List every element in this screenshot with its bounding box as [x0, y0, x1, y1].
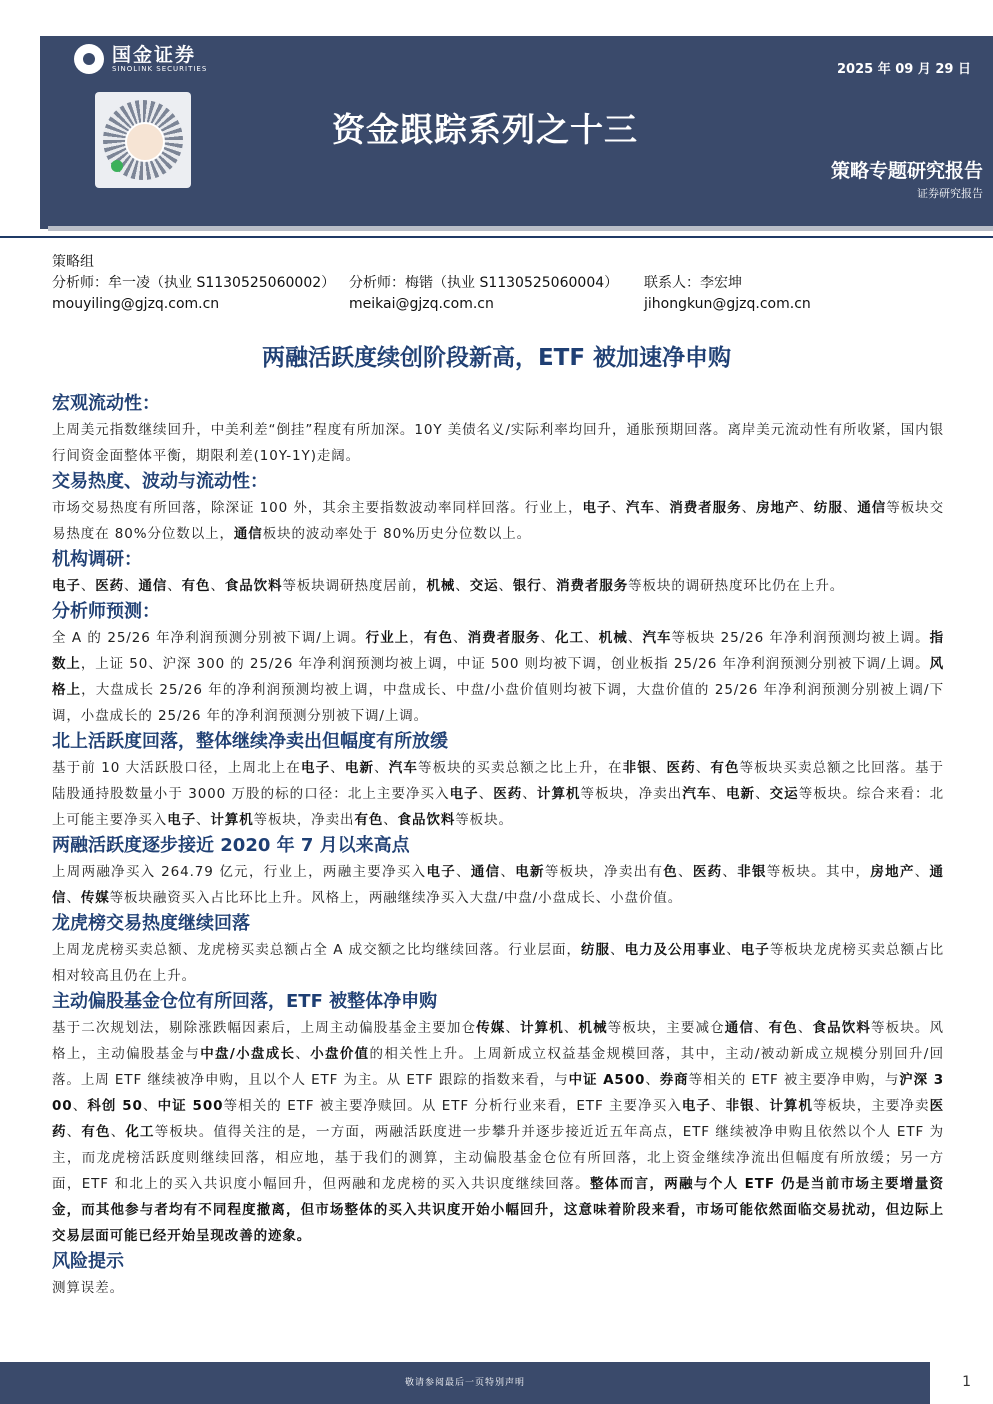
- body-text: 、: [741, 500, 757, 516]
- logo-name-cn: 国金证券: [112, 43, 197, 66]
- body-text: 等板块，主要减仓: [607, 1020, 725, 1036]
- emphasis-text: 汽车: [682, 786, 712, 802]
- emphasis-text: 小盘价值: [310, 1046, 370, 1062]
- body-text: 上周龙虎榜买卖总额、龙虎榜买卖总额占全 A 成交额之比均继续回落。行业层面，: [52, 942, 582, 958]
- emphasis-text: 交运: [469, 578, 499, 594]
- emphasis-text: 非银: [622, 760, 652, 776]
- body-text: 、: [611, 500, 626, 516]
- email-1[interactable]: mouyiling@gjzq.com.cn: [52, 296, 220, 312]
- body-text: 、: [498, 578, 513, 594]
- body-text: 等板块的买卖总额之比上升，在: [417, 760, 623, 776]
- body-text: 、: [754, 1020, 769, 1036]
- emphasis-text: 电子: [681, 1098, 711, 1114]
- mini-program-icon: [111, 160, 123, 172]
- body-text: 基于二次规划法，剔除涨跌幅因素后，上周主动偏股基金主要加仓: [52, 1020, 477, 1036]
- body-text: 、: [110, 1124, 126, 1140]
- emphasis-text: 医药: [666, 760, 696, 776]
- body-text: 等板块龙虎榜买卖总额占比相对较高且仍在上升。: [52, 942, 944, 984]
- body-text: 、: [711, 786, 726, 802]
- body-text: 、: [505, 1020, 520, 1036]
- section-title-northbound: 北上活跃度回落，整体继续净卖出但幅度有所放缓: [52, 731, 448, 752]
- analyst-1: 分析师：牟一凌（执业 S1130525060002）: [52, 275, 336, 291]
- emphasis-text: 沪深 300: [52, 1072, 944, 1114]
- body-text: 、: [799, 500, 814, 516]
- body-text: 等板块融资买入占比环比上升。风格上，两融继续净买入大盘/中盘/小盘成长、小盘价值。: [109, 890, 683, 906]
- emphasis-text: 有色: [354, 812, 384, 828]
- emphasis-text: 纺服: [813, 500, 843, 516]
- emphasis-text: 非银: [737, 864, 767, 880]
- emphasis-text: 交运: [769, 786, 799, 802]
- body-text: 、: [726, 942, 741, 958]
- section-body-funds-etf: [52, 1015, 944, 1249]
- emphasis-text: 电子: [449, 786, 479, 802]
- section-title-analyst-forecast: 分析师预测：: [52, 601, 160, 622]
- logo-name-en: SINOLINK SECURITIES: [112, 64, 208, 73]
- emphasis-text: 指数上: [52, 630, 945, 672]
- body-text: 、: [654, 500, 670, 516]
- emphasis-text: 计算机: [769, 1098, 814, 1114]
- body-text: 、: [72, 1098, 88, 1114]
- email-2[interactable]: meikai@gjzq.com.cn: [349, 296, 494, 312]
- group-name: 策略组: [52, 254, 94, 270]
- emphasis-text: 医药: [95, 578, 125, 594]
- report-type: 策略专题研究报告: [830, 160, 983, 182]
- body-text: 等板块。风格上，主动偏股基金与: [52, 1020, 944, 1062]
- emphasis-text: 计算机: [536, 786, 581, 802]
- body-text: 等相关的 ETF 被主要净申购，与: [688, 1072, 900, 1088]
- section-body-macro-liquidity: [52, 417, 944, 469]
- body-text: 、: [695, 760, 711, 776]
- emphasis-text: 科创 50: [87, 1098, 143, 1114]
- body-text: 、: [754, 1098, 770, 1114]
- emphasis-text: 中证 A500: [568, 1072, 646, 1088]
- body-text: 、: [610, 942, 625, 958]
- emphasis-text: 非银: [725, 1098, 755, 1114]
- header-shadow: [48, 226, 993, 231]
- emphasis-text: 电子: [582, 500, 612, 516]
- page-number: 1: [962, 1374, 971, 1390]
- report-title: 资金跟踪系列之十三: [332, 110, 638, 149]
- body-text: 、: [295, 1046, 311, 1062]
- section-body-northbound: [52, 755, 944, 833]
- emphasis-text: 医药: [52, 1098, 945, 1140]
- body-text: 市场交易热度有所回落，除深证 100 外，其余主要指数波动率同样回落。行业上，: [52, 500, 583, 516]
- body-text: 、: [500, 864, 516, 880]
- emphasis-text: 电新: [515, 864, 545, 880]
- emphasis-text: 机械: [426, 578, 456, 594]
- body-text: 、: [522, 786, 537, 802]
- body-text: 等板块。值得关注的是，一方面，两融活跃度进一步攀升并逐步接近近五年高点，ETF 继续被净申购且依然以个人 ETF 为主，而龙虎榜活跃度则继续回落，相应地，基于我们的测算，主动偏股基金仓位有所回落，北上资金继续净流出但幅度有所放缓；另一方面，ETF 和北上的买入共识度小幅回升，但两融和龙虎榜的买入共识度继续回落。: [52, 1124, 944, 1192]
- section-title-institutional-research: 机构调研：: [52, 549, 142, 570]
- body-text: 、: [584, 630, 599, 646]
- analyst-2: 分析师：梅锴（执业 S1130525060004）: [349, 275, 619, 291]
- body-text: ，大盘成长 25/26 年的净利润预测均被上调，中盘成长、中盘/小盘价值则均被下调，大盘价值的 25/26 年净利润预测分别被上调/下调，小盘成长的 25/26 年的净利润预测分别被下调/上调。: [52, 682, 944, 724]
- emphasis-text: 计算机: [210, 812, 254, 828]
- emphasis-text: 机械: [578, 1020, 608, 1036]
- emphasis-text: 计算机: [520, 1020, 564, 1036]
- body-text: 等相关的 ETF 被主要净赎回。从 ETF 分析行业来看，ETF 主要净买入: [223, 1098, 682, 1114]
- body-text: 等板块交易热度在 80%分位数以上，: [52, 500, 945, 542]
- emphasis-text: 传媒: [476, 1020, 506, 1036]
- emphasis-text: 通信: [233, 526, 263, 542]
- body-text: 、: [563, 1020, 579, 1036]
- body-text: 等板块。其中，: [766, 864, 871, 880]
- emphasis-text: 传媒: [80, 890, 110, 906]
- emphasis-text: 通信: [857, 500, 887, 516]
- emphasis-text: 电新: [344, 760, 375, 776]
- emphasis-text: 通信: [138, 578, 168, 594]
- emphasis-text: 汽车: [625, 500, 655, 516]
- body-text: 上周两融净买入 264.79 亿元，行业上，两融主要净买入: [52, 864, 427, 880]
- body-text: 、: [124, 578, 139, 594]
- emphasis-text: 中证 500: [157, 1098, 224, 1114]
- body-text: 、: [478, 786, 494, 802]
- body-text: 、: [330, 760, 345, 776]
- body-text: 、: [914, 864, 930, 880]
- body-text: 、: [66, 1124, 82, 1140]
- emphasis-text: 通信: [52, 864, 944, 906]
- emphasis-text: 有色: [181, 578, 211, 594]
- footer-bar: [0, 1362, 930, 1404]
- body-text: 、: [645, 1072, 660, 1088]
- body-text: 等板块，净卖出有: [544, 864, 664, 880]
- footer-notice: 敬请参阅最后一页特别声明: [404, 1378, 525, 1388]
- body-text: 、: [722, 864, 738, 880]
- emphasis-text: 房地产: [756, 500, 800, 516]
- emphasis-text: 食品饮料: [812, 1020, 871, 1036]
- emphasis-text: 电新: [725, 786, 756, 802]
- body-text: 等板块，净卖出: [580, 786, 683, 802]
- body-text: 基于前 10 大活跃股口径，上周北上在: [52, 760, 302, 776]
- emphasis-text: 有色: [81, 1124, 111, 1140]
- body-text: 、: [455, 578, 470, 594]
- emphasis-text: 色: [663, 864, 679, 880]
- body-text: 、: [842, 500, 858, 516]
- section-body-trading-heat: [52, 495, 944, 547]
- body-text: ，: [409, 630, 424, 646]
- emphasis-text: 电子: [52, 578, 81, 594]
- company-logo: [74, 44, 207, 74]
- body-text: 、: [374, 760, 389, 776]
- logo-mark-icon: [74, 44, 104, 74]
- body-text: 、: [540, 630, 556, 646]
- body-text: 等板块，净卖出: [253, 812, 355, 828]
- emphasis-text: 医药: [493, 786, 523, 802]
- body-text: 、: [453, 630, 468, 646]
- body-text: 、: [627, 630, 643, 646]
- qr-center-logo: [125, 122, 165, 162]
- emphasis-text: 券商: [659, 1072, 689, 1088]
- body-text: 、: [755, 786, 770, 802]
- emphasis-text: 机械: [598, 630, 628, 646]
- emphasis-text: 有色: [768, 1020, 798, 1036]
- body-text: 、: [142, 1098, 158, 1114]
- section-body-analyst-forecast: [52, 625, 944, 729]
- section-title-trading-heat: 交易热度、波动与流动性：: [52, 471, 268, 492]
- body-text: 、: [456, 864, 471, 880]
- body-text: 等板块。: [455, 812, 513, 828]
- emphasis-text: 食品饮料: [224, 578, 283, 594]
- emphasis-text: 电力及公用事业: [624, 942, 727, 958]
- emphasis-text: 银行: [512, 578, 542, 594]
- body-text: 、: [167, 578, 182, 594]
- emphasis-text: 电子: [301, 760, 331, 776]
- emphasis-text: 消费者服务: [669, 500, 742, 516]
- emphasis-text: 风格上: [52, 656, 944, 698]
- contact-person: 联系人：李宏坤: [644, 275, 742, 291]
- emphasis-text: 有色: [423, 630, 454, 646]
- body-text: 、: [797, 1020, 813, 1036]
- report-headline: 两融活跃度续创阶段新高，ETF 被加速净申购: [261, 345, 732, 371]
- emphasis-text: 化工: [125, 1124, 155, 1140]
- body-text: 、: [196, 812, 211, 828]
- body-text: 、: [651, 760, 667, 776]
- qr-code: [95, 92, 191, 188]
- emphasis-text: 纺服: [581, 942, 611, 958]
- body-text: ，上证 50、沪深 300 的 25/26 年净利润预测均被上调，中证 500 则均被下调，创业板指 25/26 年净利润预测分别被下调/上调。: [80, 656, 930, 672]
- body-text: 全 A 的 25/26 年净利润预测分别被下调/上调。: [52, 630, 366, 646]
- body-text: 等板块，主要净卖: [813, 1098, 930, 1114]
- body-text: 、: [210, 578, 225, 594]
- emphasis-text: 消费者服务: [556, 578, 629, 594]
- body-text: 上周美元指数继续回升，中美利差“倒挂”程度有所加深。10Y 美债名义/实际利率均回升，通胀预期回落。离岸美元流动性有所收紧，国内银行间资金面整体平衡，期限利差(10Y-1Y)走阔。: [52, 422, 944, 464]
- emphasis-text: 汽车: [642, 630, 672, 646]
- emphasis-text: 房地产: [870, 864, 915, 880]
- body-text: 等板块调研热度居前，: [282, 578, 427, 594]
- section-body-institutional-research: [52, 573, 944, 599]
- header-divider: [0, 236, 993, 238]
- body-text: 等板块的调研热度环比仍在上升。: [628, 578, 845, 594]
- author-block: [52, 252, 952, 315]
- body-text: 、: [711, 1098, 726, 1114]
- emphasis-text: 电子: [740, 942, 770, 958]
- emphasis-text: 中盘/小盘成长: [200, 1046, 296, 1062]
- body-text: 、: [80, 578, 96, 594]
- emphasis-text: 食品饮料: [397, 812, 456, 828]
- report-subtype: 证券研究报告: [917, 187, 983, 200]
- body-text: 、: [678, 864, 693, 880]
- emphasis-text: 医药: [692, 864, 723, 880]
- body-text: 的相关性上升。上周新成立权益基金规模回落，其中，主动/被动新成立规模分别回升/回落。上周 ETF 继续被净申购，且以个人 ETF 为主。从 ETF 跟踪的指数来看，与: [52, 1046, 944, 1088]
- emphasis-text: 化工: [555, 630, 585, 646]
- body-text: 、: [541, 578, 557, 594]
- body-text: 板块的波动率处于 80%历史分位数以上。: [262, 526, 532, 542]
- body-text: 等板块买卖总额之比回落。基于陆股通持股数量小于 3000 万股的标的口径：北上主要净买入: [52, 760, 944, 802]
- email-3[interactable]: jihongkun@gjzq.com.cn: [644, 296, 811, 312]
- section-title-dragon-tiger-list: 龙虎榜交易热度继续回落: [52, 913, 250, 934]
- section-body-dragon-tiger-list: [52, 937, 944, 989]
- section-title-funds-etf: 主动偏股基金仓位有所回落，ETF 被整体净申购: [52, 991, 438, 1012]
- body-text: 、: [383, 812, 398, 828]
- report-body: [52, 391, 944, 1301]
- body-text: 测算误差。: [52, 1280, 124, 1296]
- section-title-margin-trading: 两融活跃度逐步接近 2020 年 7 月以来高点: [52, 835, 410, 856]
- emphasis-text: 通信: [470, 864, 501, 880]
- emphasis-text: 行业上: [365, 630, 410, 646]
- section-body-margin-trading: [52, 859, 944, 911]
- body-text: 等板块 25/26 年净利润预测均被上调。: [671, 630, 930, 646]
- section-title-risk: 风险提示: [52, 1251, 124, 1272]
- emphasis-text: 整体而言，两融与个人 ETF 仍是当前市场主要增量资金，而其他参与者均有不同程度撤离，但市场整体的买入共识度开始小幅回升，这意味着阶段来看，市场可能依然面临交易扰动，但边际上交易层面可能已经开始呈现改善的迹象。: [52, 1176, 945, 1244]
- emphasis-text: 有色: [710, 760, 740, 776]
- emphasis-text: 电子: [167, 812, 197, 828]
- emphasis-text: 通信: [724, 1020, 754, 1036]
- emphasis-text: 汽车: [388, 760, 418, 776]
- body-text: 、: [66, 890, 81, 906]
- section-body-risk: [52, 1275, 944, 1301]
- emphasis-text: 电子: [426, 864, 457, 880]
- section-title-macro-liquidity: 宏观流动性：: [52, 393, 160, 414]
- report-date: 2025 年 09 月 29 日: [837, 62, 971, 77]
- body-text: 等板块。综合来看：北上可能主要净买入: [52, 786, 944, 828]
- emphasis-text: 消费者服务: [467, 630, 541, 646]
